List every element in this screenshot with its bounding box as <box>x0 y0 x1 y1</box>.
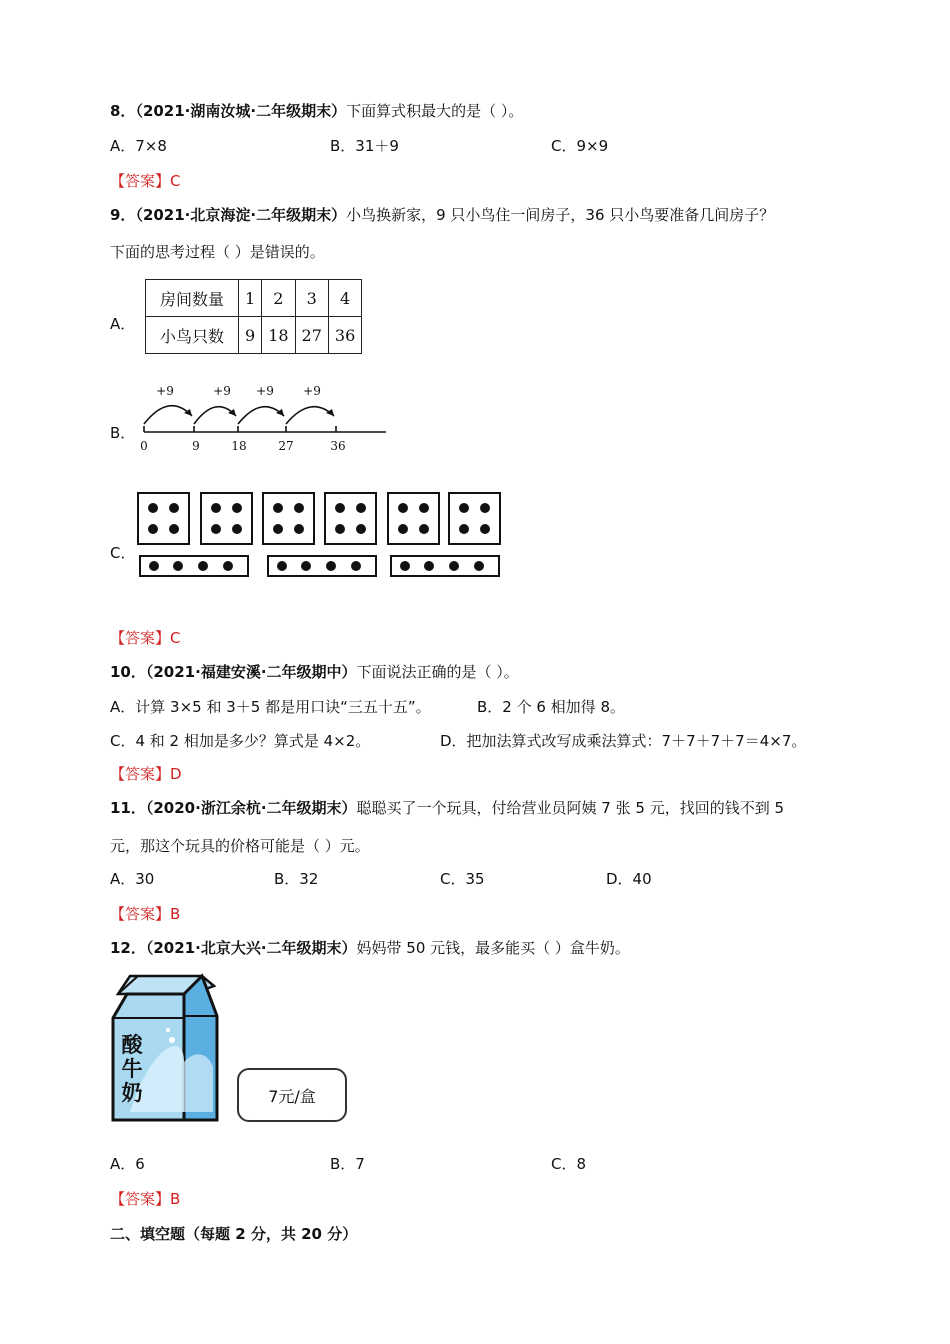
q11-text-line2: 元，那这个玩具的价格可能是（ ）元。 <box>110 837 370 855</box>
table-cell: 4 <box>328 280 361 317</box>
dot <box>232 503 242 513</box>
table-row <box>146 317 362 354</box>
table-cell: 2 <box>262 280 295 317</box>
answer-label: 【答案】 <box>110 629 171 647</box>
q8-source: （2021·湖南汝城·二年级期末） <box>135 102 347 120</box>
dot <box>149 561 159 571</box>
dot <box>480 503 490 513</box>
answer-label: 【答案】 <box>110 1190 171 1208</box>
q10-source: （2021·福建安溪·二年级期中） <box>145 663 357 681</box>
answer-value: B <box>170 905 181 923</box>
dot <box>424 561 434 571</box>
dot-bar <box>390 555 500 577</box>
dot-bar <box>139 555 249 577</box>
q11-text: 聪聪买了一个玩具，付给营业员阿姨 7 张 5 元，找回的钱不到 5 <box>356 799 785 817</box>
dot <box>356 524 366 534</box>
jump-label: +9 <box>256 384 274 398</box>
table-cell: 小鸟只数 <box>146 317 239 354</box>
dot <box>400 561 410 571</box>
dot <box>211 524 221 534</box>
answer-value: C <box>170 172 181 190</box>
q11-stem <box>110 797 784 818</box>
carton-label: 酸 <box>121 1033 143 1057</box>
q10-stem <box>110 661 519 682</box>
dot <box>398 524 408 534</box>
four-dot-box <box>200 492 253 545</box>
price-tag: 7元/盒 <box>237 1068 347 1122</box>
dot <box>173 561 183 571</box>
dot <box>335 524 345 534</box>
table-cell: 27 <box>295 317 328 354</box>
q9-answer <box>110 627 181 648</box>
jump-label: +9 <box>213 384 231 398</box>
milk-carton-icon <box>110 972 222 1127</box>
q12-source: （2021·北京大兴·二年级期末） <box>145 939 357 957</box>
dot <box>480 524 490 534</box>
answer-label: 【答案】 <box>110 172 171 190</box>
tick-label: 9 <box>192 439 200 453</box>
dot <box>419 503 429 513</box>
table-cell: 18 <box>262 317 295 354</box>
four-dot-box <box>448 492 501 545</box>
carton-label: 奶 <box>121 1081 143 1105</box>
dot <box>335 503 345 513</box>
dot <box>277 561 287 571</box>
q9-source: （2021·北京海淀·二年级期末） <box>135 206 347 224</box>
dot <box>449 561 459 571</box>
answer-value: D <box>170 765 182 783</box>
jump-arc <box>286 407 334 424</box>
dot <box>459 524 469 534</box>
table-cell: 1 <box>239 280 262 317</box>
q9-text-line2: 下面的思考过程（ ）是错误的。 <box>110 243 325 261</box>
dot <box>301 561 311 571</box>
tick-label: 36 <box>330 439 346 453</box>
dot <box>232 524 242 534</box>
q9-stem <box>110 204 774 225</box>
table-cell: 房间数量 <box>146 280 239 317</box>
q8-text: 下面算式积最大的是（ ）。 <box>346 102 524 120</box>
dot <box>326 561 336 571</box>
q11-option-b: B．32 <box>274 870 319 888</box>
jump-arc <box>194 407 236 424</box>
dot <box>273 524 283 534</box>
q8-option-a: A．7×8 <box>110 137 167 155</box>
q11-source: （2020·浙江余杭·二年级期末） <box>145 799 357 817</box>
q8-stem <box>110 100 523 121</box>
q9-text: 小鸟换新家，9 只小鸟住一间房子，36 只小鸟要准备几间房子？ <box>346 206 775 224</box>
table-cell: 36 <box>328 317 361 354</box>
dot <box>459 503 469 513</box>
section-heading: 二、填空题（每题 2 分，共 20 分） <box>110 1225 358 1243</box>
dot <box>211 503 221 513</box>
dot <box>356 503 366 513</box>
jump-arc <box>238 407 284 424</box>
dot-bar <box>267 555 377 577</box>
q12-number: 12． <box>110 939 146 957</box>
q8-option-b: B．31＋9 <box>330 137 399 155</box>
answer-value: B <box>170 1190 181 1208</box>
dot <box>148 524 158 534</box>
q10-option-b: B．2 个 6 相加得 8。 <box>477 698 625 716</box>
four-dot-box <box>262 492 315 545</box>
dot <box>474 561 484 571</box>
tick-label: 18 <box>231 439 247 453</box>
table-row <box>146 280 362 317</box>
table-cell: 9 <box>239 317 262 354</box>
tick-label: 27 <box>278 439 294 453</box>
jump-label: +9 <box>303 384 321 398</box>
dot <box>198 561 208 571</box>
answer-value: C <box>170 629 181 647</box>
dot <box>294 524 304 534</box>
q12-option-c: C．8 <box>551 1155 587 1173</box>
q11-option-d: D．40 <box>606 870 652 888</box>
q9-option-b-label: B． <box>110 424 136 442</box>
q10-option-d: D．把加法算式改写成乘法算式：7＋7＋7＋7＝4×7。 <box>440 732 807 750</box>
q10-number: 10． <box>110 663 146 681</box>
q12-stem <box>110 937 630 958</box>
answer-label: 【答案】 <box>110 905 171 923</box>
q8-answer <box>110 170 181 191</box>
q12-option-a: A．6 <box>110 1155 145 1173</box>
q10-answer <box>110 763 182 784</box>
dot <box>148 503 158 513</box>
q8-option-c: C．9×9 <box>551 137 609 155</box>
carton-label: 牛 <box>121 1057 143 1081</box>
q10-option-a: A．计算 3×5 和 3＋5 都是用口诀“三五十五”。 <box>110 698 431 716</box>
dot <box>398 503 408 513</box>
q9-option-c-label: C． <box>110 544 136 562</box>
dot <box>351 561 361 571</box>
four-dot-box <box>137 492 190 545</box>
dot <box>169 503 179 513</box>
q9-option-a-label: A． <box>110 315 136 333</box>
q12-option-b: B．7 <box>330 1155 365 1173</box>
table-cell: 3 <box>295 280 328 317</box>
q12-answer <box>110 1188 180 1209</box>
dot <box>273 503 283 513</box>
dot <box>169 524 179 534</box>
q8-number: 8． <box>110 102 136 120</box>
q11-option-c: C．35 <box>440 870 485 888</box>
dot <box>419 524 429 534</box>
rooms-table <box>145 279 362 354</box>
q10-text: 下面说法正确的是（ ）。 <box>356 663 519 681</box>
dot <box>223 561 233 571</box>
q10-option-c: C．4 和 2 相加是多少？算式是 4×2。 <box>110 732 371 750</box>
q9-number: 9． <box>110 206 136 224</box>
q11-option-a: A．30 <box>110 870 155 888</box>
four-dot-box <box>324 492 377 545</box>
q12-text: 妈妈带 50 元钱，最多能买（ ）盒牛奶。 <box>356 939 630 957</box>
four-dot-box <box>387 492 440 545</box>
q11-number: 11． <box>110 799 146 817</box>
jump-label: +9 <box>156 384 174 398</box>
q11-answer <box>110 903 180 924</box>
dot <box>294 503 304 513</box>
tick-label: 0 <box>140 439 148 453</box>
number-line <box>138 380 390 455</box>
answer-label: 【答案】 <box>110 765 171 783</box>
jump-arc <box>144 406 192 424</box>
